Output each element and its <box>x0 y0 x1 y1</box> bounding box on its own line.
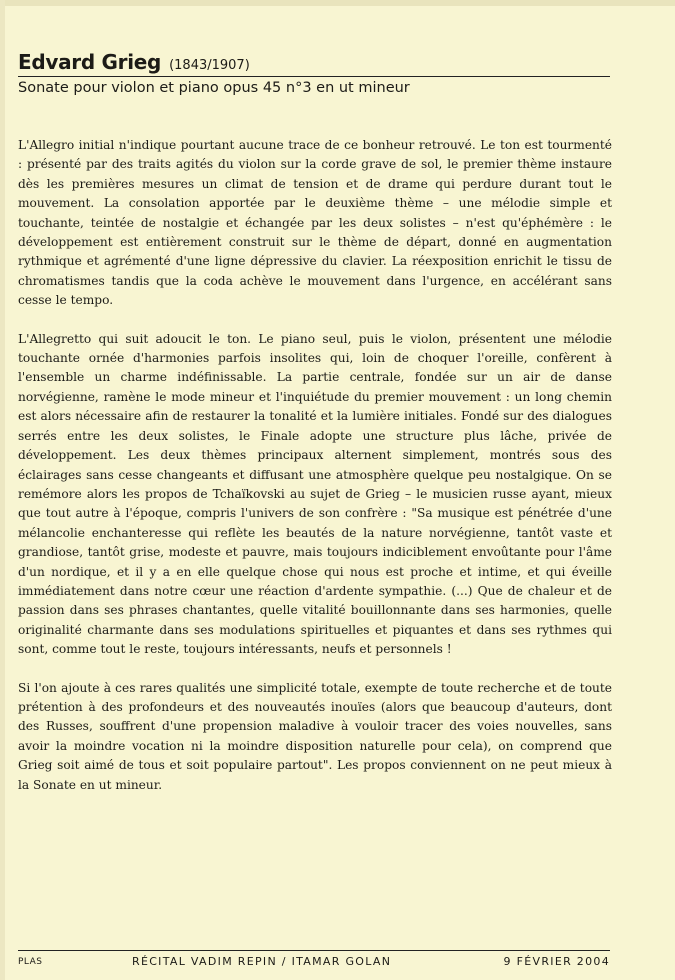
page-left-edge <box>0 0 5 980</box>
work-title: Sonate pour violon et piano opus 45 n°3 en ut mineur <box>18 80 410 96</box>
title-line <box>18 50 610 77</box>
page-top-edge <box>0 0 675 6</box>
program-notes <box>18 136 612 814</box>
paragraph-allegretto: L'Allegretto qui suit adoucit le ton. Le piano seul, puis le violon, présentent une mélodie touchante ornée d'harmonies parfois insolites qui, loin de choquer l'oreille, confèrent à l'ensemble un charme indéfinissable. La partie centrale, fondée sur un air de danse norvégienne, ramène le mode mineur et l'inquiétude du premier mouvement : un long chemin est alors nécessaire afin de restaurer la tonalité et la lumière initiales. Fondé sur des dialogues serrés entre les deux solistes, le Finale adopte une structure plus lâche, privée de développement. Les deux thèmes principaux alternent simplement, montrés sous des éclairages sans cesse changeants et diffusant une atmosphère quelque peu nostalgique. On se remémore alors les propos de Tchaïkovski au sujet de Grieg – le musicien russe ayant, mieux que tout autre à l'époque, compris l'univers de son confrère : "Sa musique est pénétrée d'une mélancolie enchanteresse qui reflète les beautés de la nature norvégienne, tantôt vaste et grandiose, tantôt grise, modeste et pauvre, mais toujours indiciblement envoûtante pour l'âme d'un nordique, et il y a en elle quelque chose qui nous est proche et intime, et qui éveille immédiatement dans notre cœur une réaction d'ardente sympathie. (...) Que de chaleur et de passion dans ses phrases chantantes, quelle vitalité bouillonnante dans ses harmonies, quelle originalité charmante dans ses modulations spirituelles et piquantes et dans ses rythmes qui sont, comme tout le reste, toujours intéressants, neufs et personnels ! <box>18 331 612 657</box>
paragraph-allegro: L'Allegro initial n'indique pourtant aucune trace de ce bonheur retrouvé. Le ton est tourmenté : présenté par des traits agités du violon sur la corde grave de sol, le premier thème instaure dès les premières mesures un climat de tension et de drame qui perdure durant tout le mouvement. La consolation apportée par le deuxième thème – une mélodie simple et touchante, teintée de nostalgie et échangée par les deux solistes – n'est qu'éphémère : le développement est entièrement construit sur le thème de départ, donné en augmentation rythmique et agrémenté d'une ligne dépressive du clavier. La réexposition enrichit le tissu de chromatismes tandis que la coda achève le mouvement dans l'urgence, en accélérant sans cesse le tempo. <box>18 138 612 308</box>
footer-recital: RÉCITAL VADIM REPIN / ITAMAR GOLAN <box>132 955 392 968</box>
composer-name: Edvard Grieg <box>18 50 162 74</box>
piece-header <box>18 50 610 96</box>
paragraph-conclusion: Si l'on ajoute à ces rares qualités une simplicité totale, exempte de toute recherche et de toute prétention à des profondeurs et des nouveautés inouïes (alors que beaucoup d'auteurs, dont des Russes, souffrent d'une propension maladive à vouloir tracer des voies nouvelles, sans avoir la moindre vocation ni la moindre disposition naturelle pour cela), on comprend que Grieg soit aimé de tous et soit populaire partout". Les propos conviennent on ne peut mieux à la Sonate en ut mineur. <box>18 680 612 792</box>
page-footer <box>18 950 610 968</box>
composer-dates: (1843/1907) <box>169 58 250 73</box>
footer-date: 9 FÉVRIER 2004 <box>503 955 610 968</box>
footer-page-id: PLAS <box>18 956 43 967</box>
